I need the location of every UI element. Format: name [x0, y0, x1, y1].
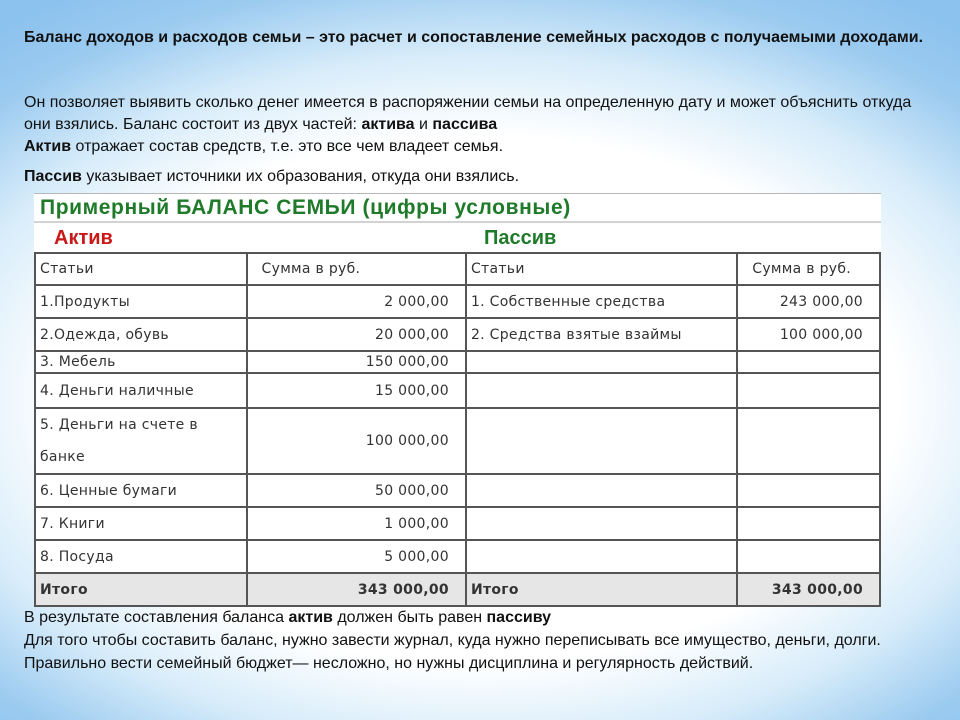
active-item-cell: 2.Одежда, обувь — [35, 318, 247, 351]
table-row — [35, 318, 880, 351]
active-item-cell: 4. Деньги наличные — [35, 373, 247, 408]
passive-sum-cell — [737, 351, 880, 373]
passive-definition-line — [24, 166, 930, 188]
table-row — [35, 285, 880, 318]
table-row — [35, 408, 880, 474]
conclusion-paragraph — [24, 606, 930, 675]
active-sum-cell: 20 000,00 — [247, 318, 466, 351]
family-balance-table — [34, 193, 881, 602]
table-row — [35, 540, 880, 573]
conclusion-part2: должен быть равен — [332, 609, 487, 626]
passive-word: пассива — [432, 116, 498, 133]
passive-sum-cell — [737, 540, 880, 573]
conclusion-part1: В результате составления баланса — [24, 609, 289, 626]
passive-sum-cell — [737, 408, 880, 474]
passive-total-label: Итого — [466, 573, 737, 606]
passive-item-cell — [466, 507, 737, 540]
passive-item-cell — [466, 408, 737, 474]
table-total-row — [35, 573, 880, 606]
passive-item-cell: 1. Собственные средства — [466, 285, 737, 318]
passive-sum-cell — [737, 474, 880, 507]
balance-grid — [34, 252, 881, 607]
passive-sum-cell — [737, 507, 880, 540]
active-term: Актив — [24, 138, 72, 155]
active-total-sum: 343 000,00 — [247, 573, 466, 606]
conclusion-active-word: актив — [288, 609, 333, 626]
passive-item-cell — [466, 373, 737, 408]
active-word: актива — [361, 116, 415, 133]
active-item-cell: 1.Продукты — [35, 285, 247, 318]
active-item-cell: 3. Мебель — [35, 351, 247, 373]
passive-item-cell — [466, 351, 737, 373]
header-passive-sum: Сумма в руб. — [737, 253, 880, 285]
active-sum-cell: 15 000,00 — [247, 373, 466, 408]
conclusion-passive-word: пассиву — [486, 609, 552, 626]
active-sum-cell: 1 000,00 — [247, 507, 466, 540]
table-heading: Примерный БАЛАНС СЕМЬИ (цифры условные) — [40, 196, 571, 219]
page-title: Баланс доходов и расходов семьи – это расчет и сопоставление семейных расходов с получаемыми доходами. — [24, 29, 924, 46]
active-sum-cell: 5 000,00 — [247, 540, 466, 573]
heading-divider — [34, 221, 881, 223]
active-definition: отражает состав средств, т.е. это все чем владеет семья. — [71, 138, 504, 155]
active-sum-cell: 100 000,00 — [247, 408, 466, 474]
active-sum-cell: 2 000,00 — [247, 285, 466, 318]
intro-text: Он позволяет выявить сколько денег имеется в распоряжении семьи на определенную дату и может объяснить откуда они взялись. Баланс состоит из двух частей: — [24, 94, 912, 133]
header-active-items: Статьи — [35, 253, 247, 285]
active-item-cell: 6. Ценные бумаги — [35, 474, 247, 507]
header-active-sum: Сумма в руб. — [247, 253, 466, 285]
active-item-cell: 7. Книги — [35, 507, 247, 540]
active-sum-cell: 50 000,00 — [247, 474, 466, 507]
table-row — [35, 507, 880, 540]
passive-sum-cell: 100 000,00 — [737, 318, 880, 351]
table-header-row — [35, 253, 880, 285]
table-row — [35, 373, 880, 408]
active-side-label: Актив — [54, 227, 113, 249]
header-passive-items: Статьи — [466, 253, 737, 285]
table-row — [35, 351, 880, 373]
active-item-cell: 5. Деньги на счете в банке — [35, 408, 247, 474]
passive-term: Пассив — [24, 168, 82, 185]
passive-definition: указывает источники их образования, откуда они взялись. — [81, 168, 520, 185]
table-row — [35, 474, 880, 507]
passive-item-cell: 2. Средства взятые взаймы — [466, 318, 737, 351]
passive-item-cell — [466, 540, 737, 573]
passive-sum-cell: 243 000,00 — [737, 285, 880, 318]
active-item-cell: 8. Посуда — [35, 540, 247, 573]
passive-item-cell — [466, 474, 737, 507]
active-total-label: Итого — [35, 573, 247, 606]
passive-sum-cell — [737, 373, 880, 408]
intro-paragraph — [24, 92, 930, 158]
and-word: и — [414, 116, 433, 133]
passive-side-label: Пассив — [484, 227, 557, 249]
active-sum-cell: 150 000,00 — [247, 351, 466, 373]
passive-total-sum: 343 000,00 — [737, 573, 880, 606]
conclusion-text: Для того чтобы составить баланс, нужно завести журнал, куда нужно переписывать все имущество, деньги, долги. Правильно вести семейный бюджет— несложно, но нужны дисциплина и регулярность действий. — [24, 632, 881, 672]
